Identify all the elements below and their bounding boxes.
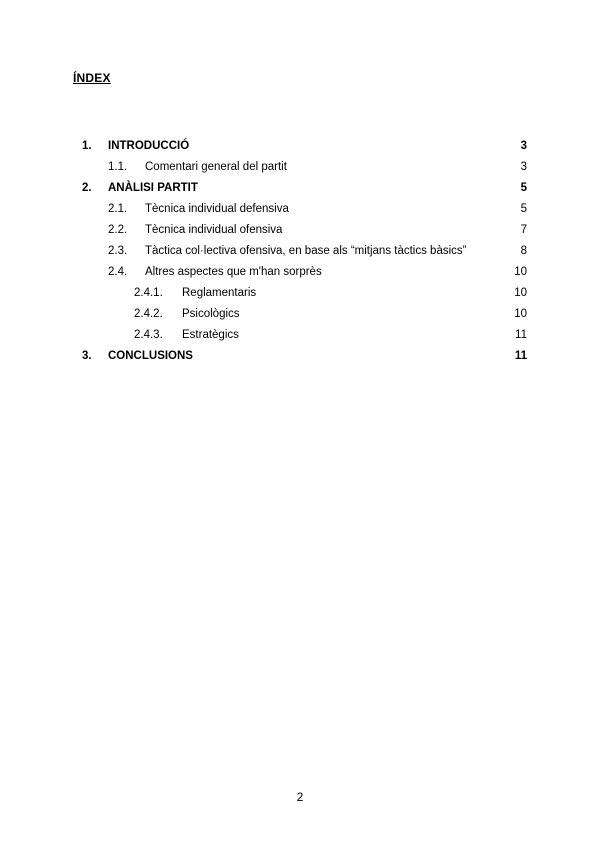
toc-entry-label: Tàctica col·lectiva ofensiva, en base als “mitjans tàctics bàsics”	[145, 245, 467, 257]
toc-entry-number: 2.3.	[108, 245, 128, 257]
toc-entry[interactable]	[0, 346, 600, 367]
toc-entry-page: 8	[520, 245, 527, 257]
toc-entry-page: 7	[520, 224, 527, 236]
toc-entry-page: 3	[520, 161, 527, 173]
toc-entry-label: INTRODUCCIÓ	[108, 140, 190, 152]
toc-entry-label: ANÀLISI PARTIT	[108, 182, 198, 194]
toc-entry-number: 2.4.3.	[134, 329, 163, 341]
toc-entry[interactable]	[0, 157, 600, 178]
toc-entry-label: Tècnica individual defensiva	[145, 203, 289, 215]
toc-entry-number: 2.4.	[108, 266, 128, 278]
toc-entry[interactable]	[0, 178, 600, 199]
toc-entry-number: 2.4.1.	[134, 287, 163, 299]
toc-entry-page: 5	[520, 203, 527, 215]
toc-entry-page: 10	[514, 308, 527, 320]
toc-entry-label: Altres aspectes que m'han sorprès	[145, 266, 322, 278]
toc-entry-page: 5	[520, 182, 527, 194]
toc-entry-label: CONCLUSIONS	[108, 350, 193, 362]
toc-entry[interactable]	[0, 220, 600, 241]
page-number: 2	[296, 790, 304, 804]
toc-entry[interactable]	[0, 283, 600, 304]
toc-entry-page: 11	[515, 329, 527, 341]
toc-entry[interactable]	[0, 199, 600, 220]
toc-entry-number: 2.2.	[108, 224, 128, 236]
toc-entry[interactable]	[0, 241, 600, 262]
toc-entry-page: 10	[514, 266, 527, 278]
toc-entry-number: 3.	[82, 350, 92, 362]
toc-entry-label: Reglamentaris	[182, 287, 257, 299]
toc-entry-page: 3	[520, 140, 527, 152]
toc-entry-label: Tècnica individual ofensiva	[145, 224, 283, 236]
toc-entry[interactable]	[0, 325, 600, 346]
toc-entry-number: 2.	[82, 182, 92, 194]
toc-entry-label: Comentari general del partit	[145, 161, 287, 173]
toc-entry-label: Estratègics	[182, 329, 239, 341]
toc-entry-page: 10	[514, 287, 527, 299]
table-of-contents	[0, 136, 600, 367]
toc-entry[interactable]	[0, 136, 600, 157]
toc-entry-label: Psicològics	[182, 308, 240, 320]
toc-entry[interactable]	[0, 262, 600, 283]
toc-entry-number: 2.4.2.	[134, 308, 163, 320]
toc-entry-number: 1.	[82, 140, 92, 152]
toc-entry-number: 2.1.	[108, 203, 128, 215]
toc-entry-page: 11	[514, 350, 527, 362]
index-title: ÍNDEX	[73, 71, 111, 85]
toc-entry-number: 1.1.	[108, 161, 128, 173]
toc-entry[interactable]	[0, 304, 600, 325]
